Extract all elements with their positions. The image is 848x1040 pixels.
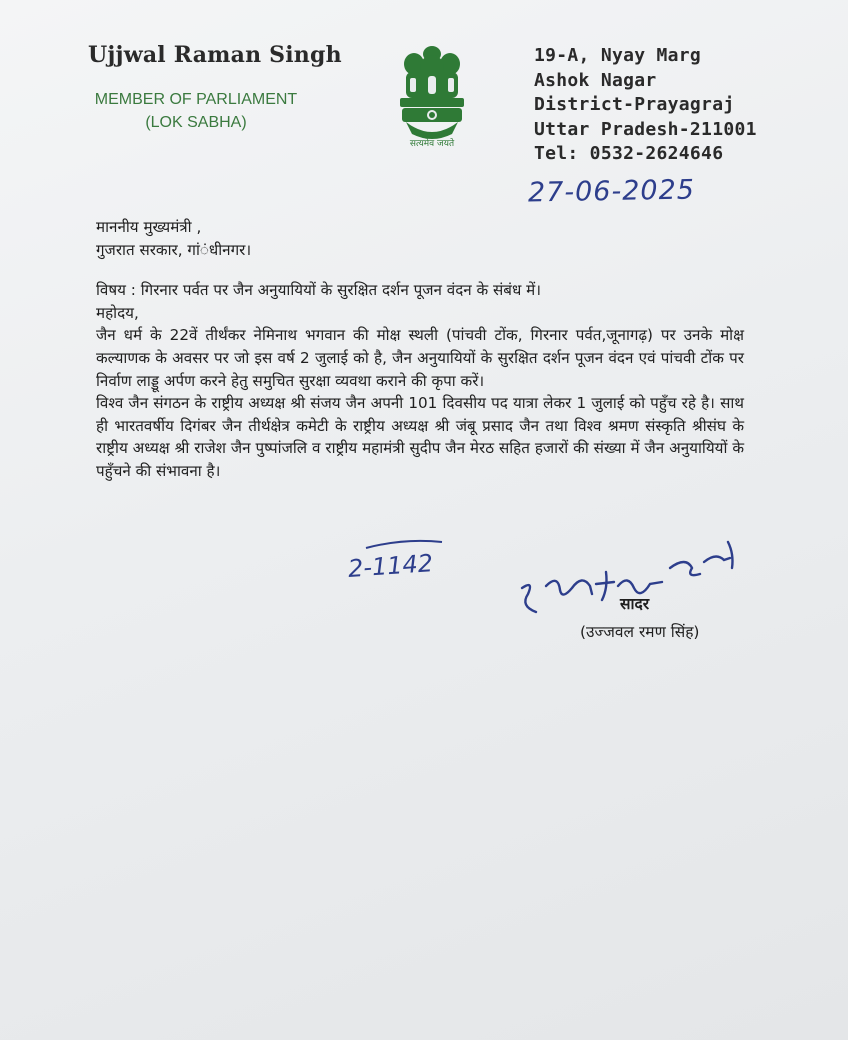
closing-word: सादर <box>620 595 650 613</box>
designation-line-2: (LOK SABHA) <box>145 114 247 131</box>
letter-body <box>96 216 744 483</box>
sender-name: Ujjwal Raman Singh <box>88 42 342 68</box>
emblem-motto: सत्यमेव जयते <box>409 139 455 149</box>
handwritten-date: 27-06-2025 <box>527 174 696 209</box>
telephone: Tel: 0532-2624646 <box>534 143 724 164</box>
designation-line-1: MEMBER OF PARLIAMENT <box>94 91 298 108</box>
subject-line: विषय : गिरनार पर्वत पर जैन अनुयायियों के सुरक्षित दर्शन पूजन वंदन के संबंध में। <box>96 281 541 300</box>
reference-underline <box>364 536 444 552</box>
signatory-name: (उज्जवल रमण सिंह) <box>580 623 700 641</box>
national-emblem <box>392 42 472 154</box>
address-line: District-Prayagraj <box>534 94 735 115</box>
address-line: Ashok Nagar <box>534 69 657 91</box>
handwritten-reference-number: 2-1142 <box>347 549 434 583</box>
address-line: 19-A, Nyay Marg <box>534 45 702 66</box>
address-line: Uttar Pradesh-211001 <box>534 118 757 140</box>
paragraph-1: जैन धर्म के 22वें तीर्थंकर नेमिनाथ भगवान की मोक्ष स्थली (पांचवी टोंक, गिरनार पर्वत,जूनागढ़) पर उनके मोक्ष कल्याणक के अवसर पर जो इस वर्ष 2 जुलाई को है, जैन अनुयायियों के सुरक्षित दर्शन पूजन वंदन एवं पांचवी टोंक पर निर्वाण लाड्डू अर्पण करने हेतु समुचित सुरक्षा व्यवथा कराने की कृपा करें। <box>96 326 744 390</box>
recipient-line-1: माननीय मुख्यमंत्री , <box>96 218 202 236</box>
salutation: महोदय, <box>96 303 139 322</box>
paragraph-2: विश्व जैन संगठन के राष्ट्रीय अध्यक्ष श्री संजय जैन अपनी 101 दिवसीय पद यात्रा लेकर 1 जुलाई को पहुँच रहे है। साथ ही भारतवर्षीय दिगंबर जैन तीर्थक्षेत्र कमेटी के राष्ट्रीय अध्यक्ष श्री जंबू प्रसाद जैन तथा विश्व श्रमण संस्कृति श्रीसंघ के राष्ट्रीय अध्यक्ष श्री राजेश जैन पुष्पांजलि व राष्ट्रीय महामंत्री सुदीप जैन मेरठ सहित हजारों की संख्या में जैन अनुयायियों के पहुँचने की संभावना है। <box>96 394 744 480</box>
designation <box>84 88 308 134</box>
recipient-line-2: गुजरात सरकार, गां◌ंधीनगर। <box>96 240 252 259</box>
sender-address <box>534 44 757 167</box>
